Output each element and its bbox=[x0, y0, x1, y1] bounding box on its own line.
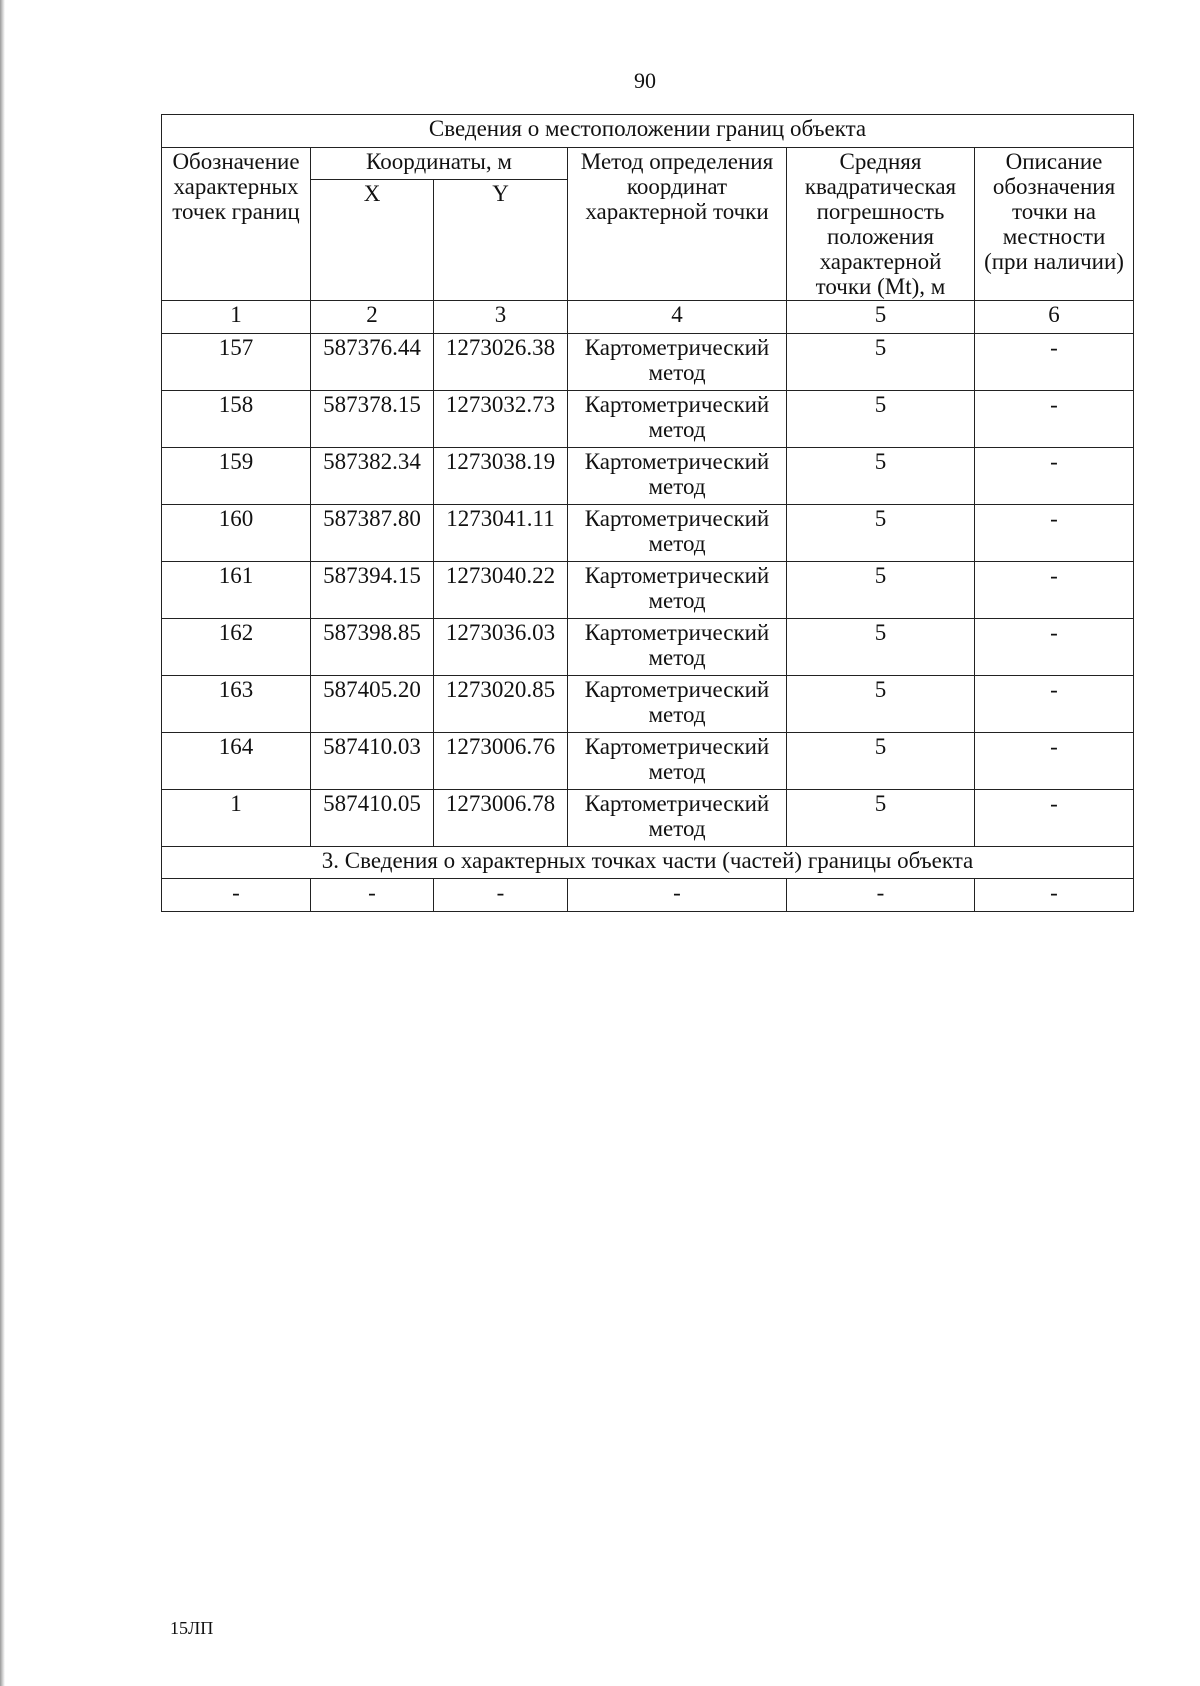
boundary-table bbox=[161, 114, 1134, 912]
section-3-cell: - bbox=[434, 879, 568, 912]
cell-y: 1273026.38 bbox=[434, 334, 568, 391]
cell-y: 1273040.22 bbox=[434, 562, 568, 619]
cell-x: 587376.44 bbox=[311, 334, 434, 391]
cell-x: 587382.34 bbox=[311, 448, 434, 505]
cell-description: - bbox=[975, 676, 1134, 733]
table-row bbox=[162, 676, 1134, 733]
cell-y: 1273036.03 bbox=[434, 619, 568, 676]
cell-x: 587398.85 bbox=[311, 619, 434, 676]
cell-error: 5 bbox=[787, 733, 975, 790]
cell-description: - bbox=[975, 448, 1134, 505]
cell-point: 162 bbox=[162, 619, 311, 676]
cell-point: 1 bbox=[162, 790, 311, 847]
cell-point: 163 bbox=[162, 676, 311, 733]
cell-method: Картометрический метод bbox=[568, 790, 787, 847]
cell-point: 159 bbox=[162, 448, 311, 505]
cell-error: 5 bbox=[787, 790, 975, 847]
cell-description: - bbox=[975, 619, 1134, 676]
cell-y: 1273006.78 bbox=[434, 790, 568, 847]
column-number: 4 bbox=[568, 301, 787, 334]
page-number: 90 bbox=[634, 68, 656, 93]
cell-method: Картометрический метод bbox=[568, 391, 787, 448]
table-row bbox=[162, 334, 1134, 391]
cell-error: 5 bbox=[787, 676, 975, 733]
cell-error: 5 bbox=[787, 619, 975, 676]
header-coordinates: Координаты, м bbox=[311, 148, 568, 180]
header-method: Метод определения координат характерной точки bbox=[568, 148, 787, 301]
table-row bbox=[162, 448, 1134, 505]
cell-point: 160 bbox=[162, 505, 311, 562]
section-3-cell: - bbox=[311, 879, 434, 912]
cell-description: - bbox=[975, 733, 1134, 790]
cell-description: - bbox=[975, 505, 1134, 562]
cell-error: 5 bbox=[787, 448, 975, 505]
cell-error: 5 bbox=[787, 391, 975, 448]
cell-y: 1273032.73 bbox=[434, 391, 568, 448]
section-3-title: 3. Сведения о характерных точках части (частей) границы объекта bbox=[162, 847, 1134, 879]
cell-description: - bbox=[975, 391, 1134, 448]
cell-description: - bbox=[975, 562, 1134, 619]
header-description: Описание обозначения точки на местности (при наличии) bbox=[975, 148, 1134, 301]
cell-point: 164 bbox=[162, 733, 311, 790]
cell-method: Картометрический метод bbox=[568, 733, 787, 790]
cell-method: Картометрический метод bbox=[568, 505, 787, 562]
column-number: 3 bbox=[434, 301, 568, 334]
column-number: 5 bbox=[787, 301, 975, 334]
cell-x: 587405.20 bbox=[311, 676, 434, 733]
cell-y: 1273020.85 bbox=[434, 676, 568, 733]
header-error: Средняя квадратическая погрешность положения характерной точки (Mt), м bbox=[787, 148, 975, 301]
column-number: 1 bbox=[162, 301, 311, 334]
column-number: 6 bbox=[975, 301, 1134, 334]
section-3-cell: - bbox=[975, 879, 1134, 912]
table-row bbox=[162, 619, 1134, 676]
cell-description: - bbox=[975, 334, 1134, 391]
cell-x: 587378.15 bbox=[311, 391, 434, 448]
table-row bbox=[162, 790, 1134, 847]
cell-x: 587394.15 bbox=[311, 562, 434, 619]
header-point-designation: Обозначение характерных точек границ bbox=[162, 148, 311, 301]
cell-method: Картометрический метод bbox=[568, 562, 787, 619]
cell-method: Картометрический метод bbox=[568, 334, 787, 391]
cell-x: 587387.80 bbox=[311, 505, 434, 562]
cell-point: 158 bbox=[162, 391, 311, 448]
cell-error: 5 bbox=[787, 562, 975, 619]
column-number: 2 bbox=[311, 301, 434, 334]
table-row bbox=[162, 733, 1134, 790]
cell-y: 1273006.76 bbox=[434, 733, 568, 790]
section-3-cell: - bbox=[787, 879, 975, 912]
table-title: Сведения о местоположении границ объекта bbox=[162, 115, 1134, 148]
cell-method: Картометрический метод bbox=[568, 448, 787, 505]
cell-point: 157 bbox=[162, 334, 311, 391]
cell-point: 161 bbox=[162, 562, 311, 619]
table-row bbox=[162, 391, 1134, 448]
scan-edge bbox=[0, 0, 5, 1686]
cell-method: Картометрический метод bbox=[568, 676, 787, 733]
column-numbers-row bbox=[162, 301, 1134, 334]
cell-method: Картометрический метод bbox=[568, 619, 787, 676]
cell-description: - bbox=[975, 790, 1134, 847]
header-x: X bbox=[311, 180, 434, 301]
header-y: Y bbox=[434, 180, 568, 301]
cell-x: 587410.03 bbox=[311, 733, 434, 790]
section-3-row bbox=[162, 879, 1134, 912]
cell-error: 5 bbox=[787, 334, 975, 391]
table-row bbox=[162, 505, 1134, 562]
cell-y: 1273041.11 bbox=[434, 505, 568, 562]
cell-x: 587410.05 bbox=[311, 790, 434, 847]
table-row bbox=[162, 562, 1134, 619]
footer-mark: 15ЛП bbox=[170, 1618, 214, 1638]
section-3-cell: - bbox=[568, 879, 787, 912]
cell-y: 1273038.19 bbox=[434, 448, 568, 505]
cell-error: 5 bbox=[787, 505, 975, 562]
section-3-cell: - bbox=[162, 879, 311, 912]
